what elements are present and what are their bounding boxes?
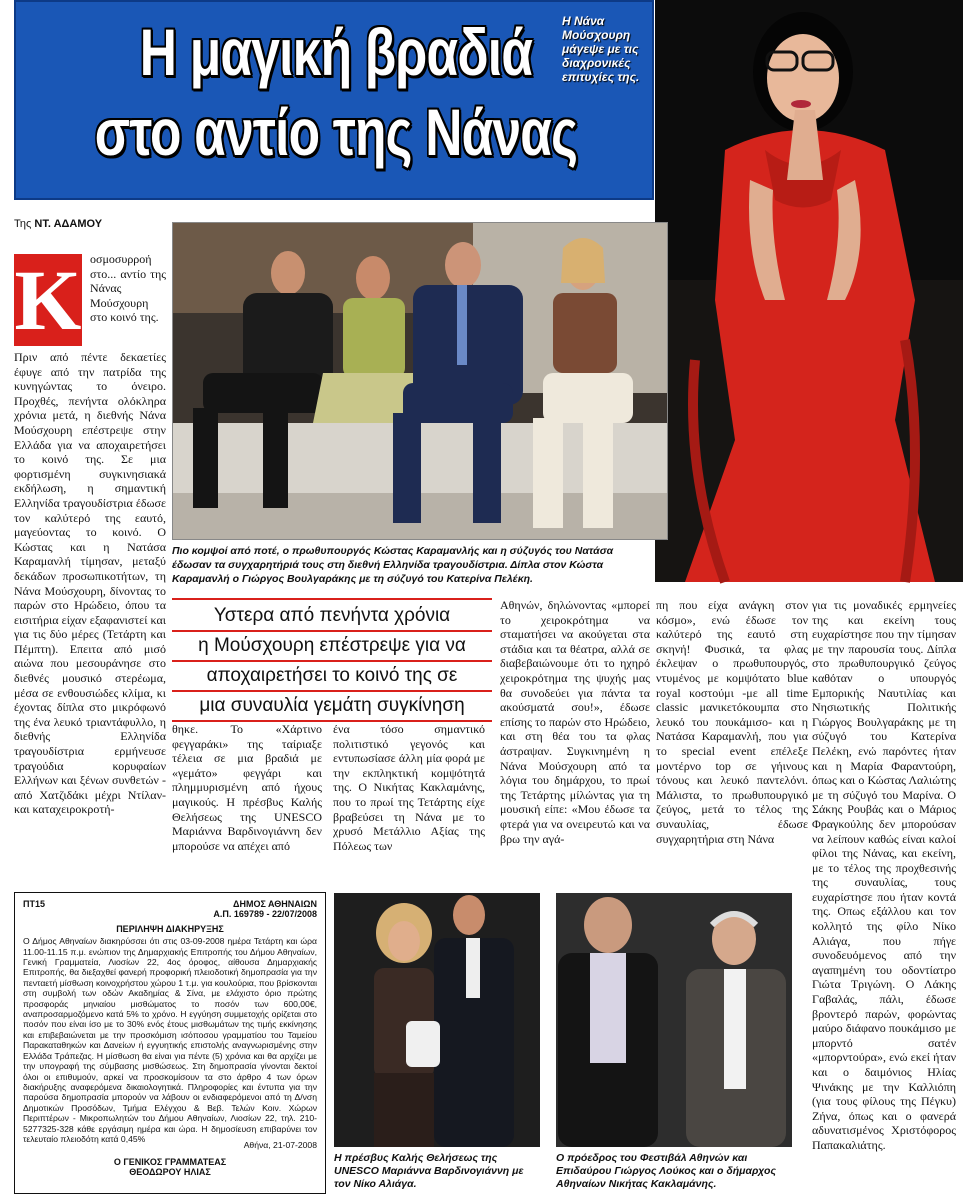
legal-notice bbox=[14, 892, 326, 1194]
notice-title: ΠΕΡΙΛΗΨΗ ΔΙΑΚΗΡΥΞΗΣ bbox=[116, 923, 224, 934]
notice-sign-name: ΘΕΟΔΩΡΟΥ ΗΛΙΑΣ bbox=[129, 1167, 211, 1178]
notice-code: ΠΤ15 bbox=[23, 899, 46, 909]
headline-banner bbox=[14, 0, 654, 200]
notice-org: ΔΗΜΟΣ ΑΘΗΝΑΙΩΝ bbox=[232, 899, 317, 909]
column-1-intro: οσμοσυρροή στο... αντίο της Νάνας Μούσχουρη στο κοινό της. bbox=[90, 252, 166, 325]
notice-sign-title: Ο ΓΕΝΙΚΟΣ ΓΡΑΜΜΑΤΕΑΣ bbox=[113, 1156, 227, 1167]
byline-prefix: Της bbox=[14, 218, 32, 230]
photo-nana-mouskouri bbox=[655, 0, 963, 582]
column-2-text: θηκε. Το «Χάρτινο φεγγαράκι» της ταίριαξε τέλεια σε μια βραδιά με «γεμάτο» φεγγάρι και πλημμυρισμένη από ήχους μαγικούς. Η πρέσβυς Καλής Θελήσεως της UNESCO Μαριάννα Βαρδινογιάννη δεν μπορούσε να απέχει από bbox=[172, 722, 322, 853]
byline bbox=[14, 218, 102, 230]
pull-quote bbox=[172, 598, 492, 722]
caption-top-photo: Πιο κομψοί από ποτέ, ο πρωθυπουργός Κώστας Καραμανλής και η σύζυγός του Νατάσα έδωσαν τα συγχαρητήριά τους στη διεθνή Ελληνίδα τραγουδίστρια. Δίπλα στον Κώστα Καραμανλή ο Γιώργος Βουλγαράκης με τη σύζυγό του Κατερίνα Πελέκη. bbox=[172, 545, 614, 585]
column-3-text: ένα τόσο σημαντικό πολιτιστικό γεγονός και εντυπωσίασε άλλη μία φορά με την εκπληκτική κομψότητά της. Ο Νικήτας Κακλαμάνης, που το πρωί της Τετάρτης είχε βραβεύσει τη Νάνα με το χρυσό Μετάλλιο Αξίας της Πόλεως των bbox=[333, 722, 485, 853]
column-3b-text: Αθηνών, δηλώνοντας «μπορεί το χειροκρότημα να σταματήσει να ακούγεται στα στάδια και τα θέατρα, αλλά σε διαβεβαιώνουμε ότι το ηχηρό χειροκρότημα της ψυχής μας θα συνοδεύει για πάντα τα ακούσματά σου!», έδωσε επίσης το παρών στο Ηρώδειο, και στη θέα του τα φλας άστραψαν. Συγκινημένη η Νάνα Μούσχουρη από τα λόγια του δημάρχου, το πρωί της Τετάρτης μίλώντας για τη μουσική είπε: «Μου έδωσε τα φτερά για να ονειρευτώ και να βρω την αγά- bbox=[500, 598, 650, 846]
caption-photo-b1: Η πρέσβυς Καλής Θελήσεως της UNESCO Μαριάννα Βαρδινογιάννη με τον Νίκο Αλιάγα. bbox=[334, 1152, 524, 1190]
byline-author: ΝΤ. ΑΔΑΜΟΥ bbox=[34, 218, 103, 230]
column-5-text: για τις μοναδικές ερμηνείες της και εκείνη τους ευχαρίστησε που την τίμησαν με την παρουσία τους. Δίπλα στο πρωθυπουργικό ζεύγος καθόταν ο υπουργός Εμπορικής Ναυτιλίας και Νησιωτικής Πολιτικής Γιώργος Βουλγαράκης με τη σύζυγό του Κατερίνα Πελέκη, ενώ παρόντες ήταν και η Μαρία Φαραντούρη, όπως και ο Κώστας Λαλιώτης με τη σύζυγό του Μαρίνα. Ο Σάκης Ρουβάς και ο Μάριος Φραγκούλης δεν μπορούσαν να λείπουν καθώς είναι καλοί φίλοι της Νάνας, και εκείνη, με το τέλος της προχθεσινής της συναυλίας, τους ευχαρίστησε που ήταν κοντά της. Οπως εξάλλου και τον κολλητό της φίλο Νίκο Αλιάγα, που πήγε συνοδευόμενος από την αγαπημένη του οδοντίατρο Γιώτα Τριγώνη. Ο Λάκης Γαβαλάς, πάλι, έδωσε βροντερό παρών, φορώντας μαύρο διάφανο πουκάμισο με μπορντό σατέν «μπορντούρα», ενώ εκεί ήταν και ο δαιμόνιος Ηλίας Ψινάκης με την Καλλιόπη (για τους φίλους της Πέγκυ) Ζήνα, όπως και ο φανερά αδυνατισμένος Χριστόφορος Παπακαλιάτης. bbox=[812, 598, 956, 1152]
notice-body: Ο Δήμος Αθηναίων διακηρύσσει ότι στις 03-09-2008 ημέρα Τετάρτη και ώρα 11.00-11.15 π.μ. ενώπιον της Δημαρχιακής Επιτροπής του Δήμου Αθηναίων, Γενική Γραμματεία, Λιοσίων 22, 4ος όροφος, αίθουσα Δημαρχιακής Επιτροπής, θα διεξαχθεί φανερή προφορική πλειοδοτική δημοπρασία για την πενταετή μίσθωση κοινοχρήστου χώρου 1 τ.μ. για κουλούρια, που βρίσκονται στη συμβολή των οδών Ακαδημίας & Σίνα, με ελάχιστο όριο πρώτης προσφοράς μηνιαίου μισθώματος το ποσόν των 600,00€, αναπροσαρμοζόμενο κατά 5% το χρόνο. Η εγγύηση συμμετοχής ορίζεται στο ποσόν που είναι ίσο με το 30% ενός έτους μισθωμάτων της τιμής εκκίνησης και επιβεβαιώνεται με την προσκόμιση ισόποσου γραμματίου του Ταμείου Παρακαταθηκών και Δανείων ή εγγυητικής επιστολής αναγνωρισμένης στην Ελλάδα Τράπεζας. Η μίσθωση θα είναι για πέντε (5) χρόνια και θα αρχίζει με την υπογραφή της σύμβασης μισθώσεως. Στη δημοπρασία γίνονται δεκτοί όλοι οι επιθυμούν, αρκεί να προσκομίσουν τα στο άρθρο 4 των όρων διακήρυξης αναφερόμενα δικαιολογητικά. Πληροφορίες και έντυπα για την παρούσα δημοπρασία μπορούν να λάβουν οι ενδιαφερόμενοι από τη Δ/νση Δημοτικών Προσόδων, Τμήμα Ελέγχου & Βεβ. Τελών Κοιν. Χώρων Περιπτέρων - Μικροπωλητών του Δήμου Αθηναίων, Λιοσίων 22, τηλ. 210-5277325-328 κάθε εργάσιμη ημέρα και ώρα. Η δημοσίευση επιβαρύνει τον τελευταίο πλειοδότη κατά 0,45% bbox=[23, 936, 317, 1144]
photo-vardinogianni-aliagas bbox=[334, 893, 540, 1147]
pull-quote-line: Υστερα από πενήντα χρόνια bbox=[172, 602, 492, 632]
notice-ref: Α.Π. 169789 - 22/07/2008 bbox=[213, 909, 317, 920]
pull-quote-line: αποχαιρετήσει το κοινό της σε bbox=[172, 662, 492, 692]
pull-quote-line: η Μούσχουρη επέστρεψε για να bbox=[172, 632, 492, 662]
pull-quote-line: μια συναυλία γεμάτη συγκίνηση bbox=[172, 692, 492, 722]
headline-line1: Η μαγική βραδιά bbox=[139, 15, 533, 89]
caption-nana: Η Νάνα Μούσχουρη μάγεψε με τις διαχρονικές επιτυχίες της. bbox=[562, 14, 640, 84]
notice-date: Αθήνα, 21-07-2008 bbox=[243, 1140, 317, 1151]
column-4-text: πη που είχα ανάγκη στον κόσμο», ενώ έδωσε τον καλύτερό της εαυτό στη σκηνή! Φυσικά, τα φλας έκλεψαν ο πρωθυπουργός, ντυμένος με κομψότατο blue royal κοστούμι -με all time classic μανικετόκουμπα στο λευκό του πουκάμισο- και η Νατάσα Καραμανλή, που για το special event επέλεξε μοντέρνο top σε γήινους τόνους και λευκό παντελόνι. Μάλιστα, το πρωθυπουργικό ζεύγος, μετά το τέλος της συναυλίας, έδωσε συγχαρητήρια στη Νάνα bbox=[656, 598, 808, 846]
headline-line2: στο αντίο της Νάνας bbox=[94, 95, 578, 169]
dropcap: Κ bbox=[14, 252, 82, 348]
caption-photo-b2: Ο πρόεδρος του Φεστιβάλ Αθηνών και Επιδαύρου Γιώργος Λούκος και ο δήμαρχος Αθηναίων Νικήτας Κακλαμάνης. bbox=[556, 1152, 776, 1190]
headline bbox=[86, 12, 585, 172]
column-1-text: Πριν από πέντε δεκαετίες έφυγε από την πατρίδα της κυνηγώντας το όνειρο. Προχθές, πενήντα ολόκληρα χρόνια μετά, η διεθνής Νάνα Μούσχουρη επέστρεψε στην Ελλάδα για να αποχαιρετήσει το κοινό της. Σε μια φορτισμένη συγκινησιακά εκδήλωση, η σημαντική Ελληνίδα τραγουδίστρια έδωσε τον καλύτερό της εαυτό, μαγεύοντας το κοινό. Ο Κώστας και η Νατάσα Καραμανλή τίμησαν, μεταξύ δεκάδων προσωπικοτήτων, τη Νάνα Μούσχουρη, δίνοντας το παρών στο Ηρώδειο, όπου τα εισιτήρια είχαν εξαφανιστεί και για τις δύο μέρες (Τετάρτη και Πέμπτη). Επειτα από μισό αιώνα που μεσουράνησε στο διεθνές μουσικό στερέωμα, μέσα σε ενθουσιώδες κλίμα, κι έχοντας δίπλα στο μικρόφωνό της ένα λευκό τριαντάφυλλο, η διεθνής Ελληνίδα τραγουδίστρια ερμήνευσε τραγούδια κορυφαίων Ελλήνων και ξένων συνθετών - από Χατζιδάκι μέχρι Ντίλαν- και καταχειροκροτή- bbox=[14, 350, 166, 817]
photo-karamanlis-group bbox=[172, 222, 668, 540]
photo-loukos-kaklamanis bbox=[556, 893, 792, 1147]
